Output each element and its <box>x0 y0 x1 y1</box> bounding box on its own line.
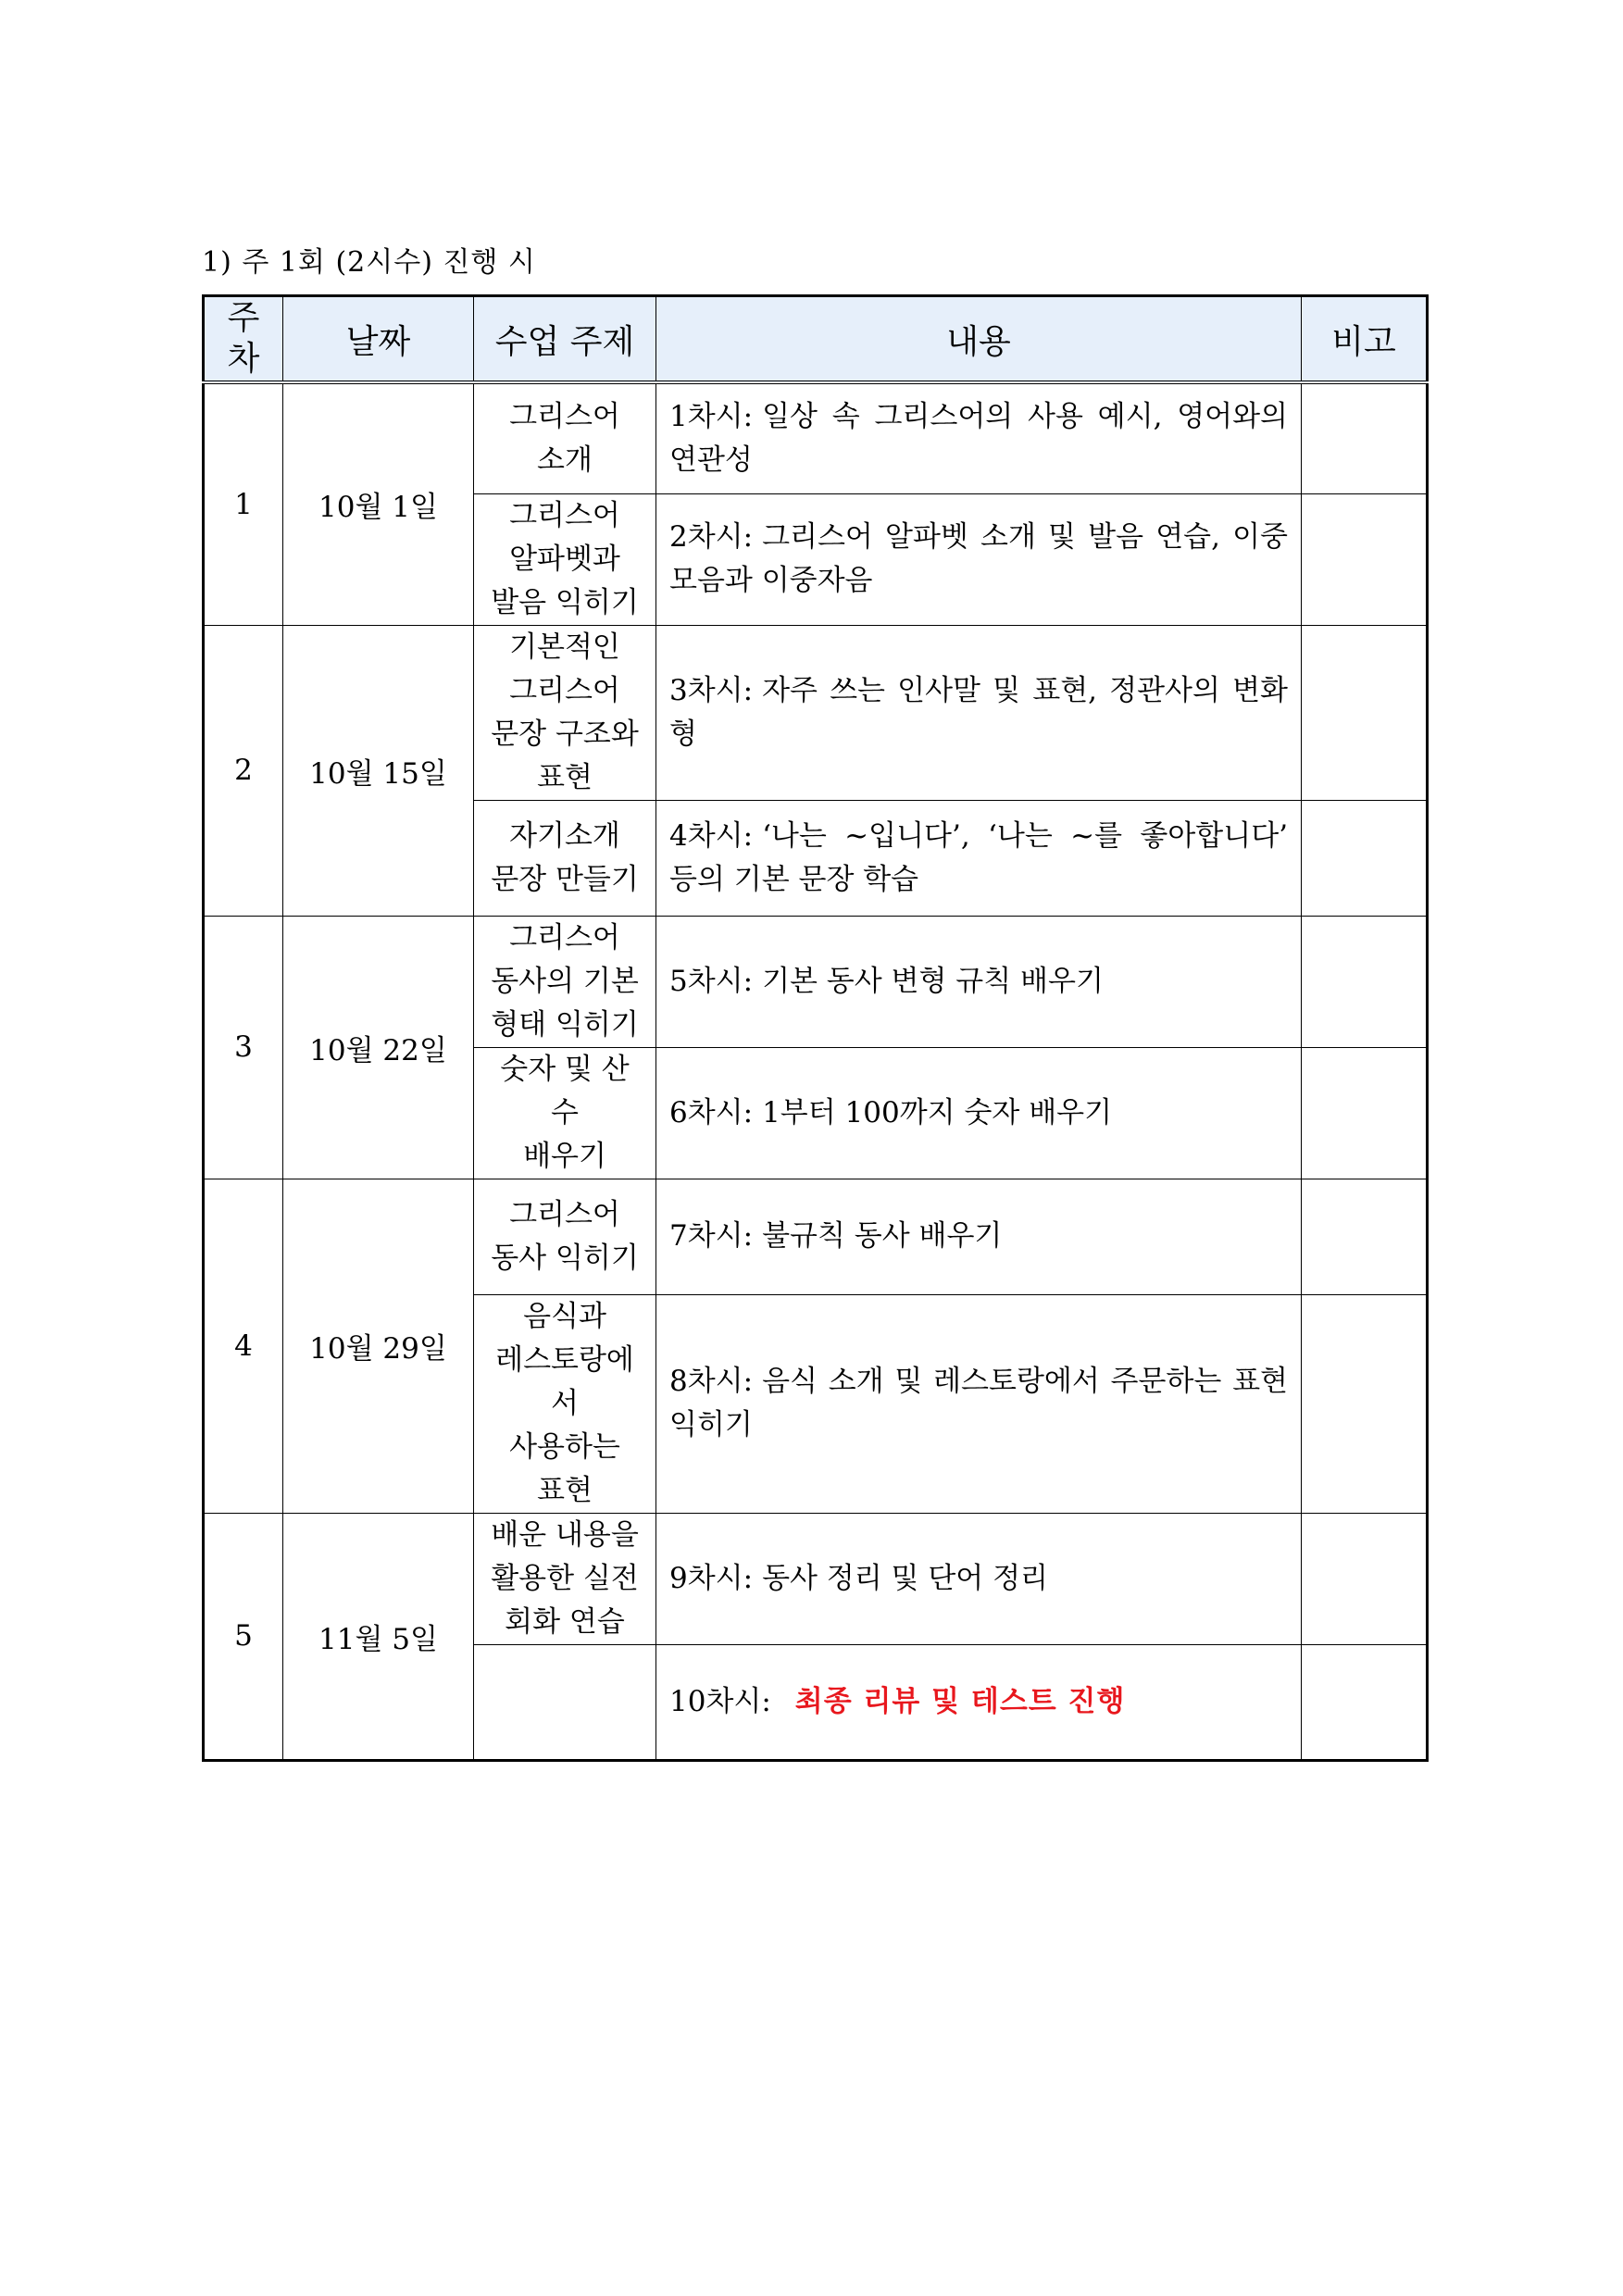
header-week-label: 주 차 <box>227 299 260 378</box>
header-date: 날짜 <box>283 296 474 383</box>
content-cell <box>656 1179 1302 1294</box>
table-row <box>204 1513 1428 1644</box>
week-number-cell: 3 <box>204 916 283 1179</box>
content-cell <box>656 800 1302 916</box>
lesson-number: 6차시: <box>669 1095 754 1129</box>
header-topic: 수업 주제 <box>474 296 656 383</box>
week-number-cell: 2 <box>204 625 283 916</box>
lesson-number: 10차시: <box>669 1684 771 1718</box>
lesson-number: 5차시: <box>669 964 754 998</box>
note-cell <box>1302 1294 1428 1513</box>
note-cell <box>1302 1644 1428 1760</box>
highlighted-lesson-text: 최종 리뷰 및 테스트 진행 <box>794 1684 1126 1718</box>
content-cell <box>656 1513 1302 1644</box>
header-note: 비고 <box>1302 296 1428 383</box>
lesson-number: 2차시: <box>669 520 754 554</box>
note-cell <box>1302 625 1428 800</box>
lesson-number: 3차시: <box>669 673 754 707</box>
schedule-body <box>204 382 1428 1760</box>
lesson-number: 9차시: <box>669 1561 754 1595</box>
lesson-number: 4차시: <box>669 818 754 853</box>
topic-cell: 그리스어 동사의 기본 형태 익히기 <box>474 916 656 1047</box>
header-content: 내용 <box>656 296 1302 383</box>
note-cell <box>1302 1047 1428 1179</box>
lesson-text: ‘나는 ~입니다’, ‘나는 ~를 좋아합니다’ 등의 기본 문장 학습 <box>669 818 1288 896</box>
topic-cell: 자기소개 문장 만들기 <box>474 800 656 916</box>
date-cell: 10월 15일 <box>283 625 474 916</box>
lesson-number: 1차시: <box>669 399 754 433</box>
table-row <box>204 916 1428 1047</box>
date-cell: 10월 22일 <box>283 916 474 1179</box>
date-cell: 10월 29일 <box>283 1179 474 1513</box>
note-cell <box>1302 916 1428 1047</box>
content-cell <box>656 382 1302 493</box>
table-row <box>204 1179 1428 1294</box>
content-cell <box>656 493 1302 625</box>
note-cell <box>1302 493 1428 625</box>
topic-cell: 숫자 및 산수 배우기 <box>474 1047 656 1179</box>
note-cell <box>1302 1179 1428 1294</box>
lesson-text: 동사 정리 및 단어 정리 <box>762 1561 1048 1595</box>
content-cell <box>656 625 1302 800</box>
content-cell <box>656 1047 1302 1179</box>
content-cell <box>656 916 1302 1047</box>
topic-cell <box>474 1644 656 1760</box>
week-number-cell: 1 <box>204 382 283 625</box>
content-cell <box>656 1294 1302 1513</box>
note-cell <box>1302 800 1428 916</box>
note-cell <box>1302 382 1428 493</box>
lesson-text: 기본 동사 변형 규칙 배우기 <box>762 964 1104 998</box>
topic-cell: 그리스어 알파벳과 발음 익히기 <box>474 493 656 625</box>
topic-cell: 배운 내용을 활용한 실전 회화 연습 <box>474 1513 656 1644</box>
topic-cell: 그리스어 동사 익히기 <box>474 1179 656 1294</box>
table-row <box>204 625 1428 800</box>
week-number-cell: 5 <box>204 1513 283 1760</box>
lesson-number: 8차시: <box>669 1365 754 1398</box>
topic-cell: 음식과 레스토랑에서 사용하는 표현 <box>474 1294 656 1513</box>
header-row <box>204 296 1428 383</box>
week-number-cell: 4 <box>204 1179 283 1513</box>
date-cell: 11월 5일 <box>283 1513 474 1760</box>
section-heading: 1) 주 1회 (2시수) 진행 시 <box>202 246 536 279</box>
lesson-text: 불규칙 동사 배우기 <box>762 1219 1003 1253</box>
lesson-text: 1부터 100까지 숫자 배우기 <box>762 1095 1113 1129</box>
lesson-text: 그리스어 알파벳 소개 및 발음 연습, 이중모음과 이중자음 <box>669 520 1288 597</box>
topic-cell: 그리스어 소개 <box>474 382 656 493</box>
table-row <box>204 382 1428 493</box>
lesson-text: 음식 소개 및 레스토랑에서 주문하는 표현 익히기 <box>669 1365 1288 1441</box>
date-cell: 10월 1일 <box>283 382 474 625</box>
lesson-number: 7차시: <box>669 1219 754 1253</box>
content-cell <box>656 1644 1302 1760</box>
topic-cell: 기본적인 그리스어 문장 구조와 표현 <box>474 625 656 800</box>
lesson-text: 일상 속 그리스어의 사용 예시, 영어와의 연관성 <box>669 399 1288 477</box>
header-week <box>204 296 283 383</box>
note-cell <box>1302 1513 1428 1644</box>
lesson-text: 자주 쓰는 인사말 및 표현, 정관사의 변화형 <box>669 673 1288 751</box>
schedule-table <box>202 294 1429 1762</box>
